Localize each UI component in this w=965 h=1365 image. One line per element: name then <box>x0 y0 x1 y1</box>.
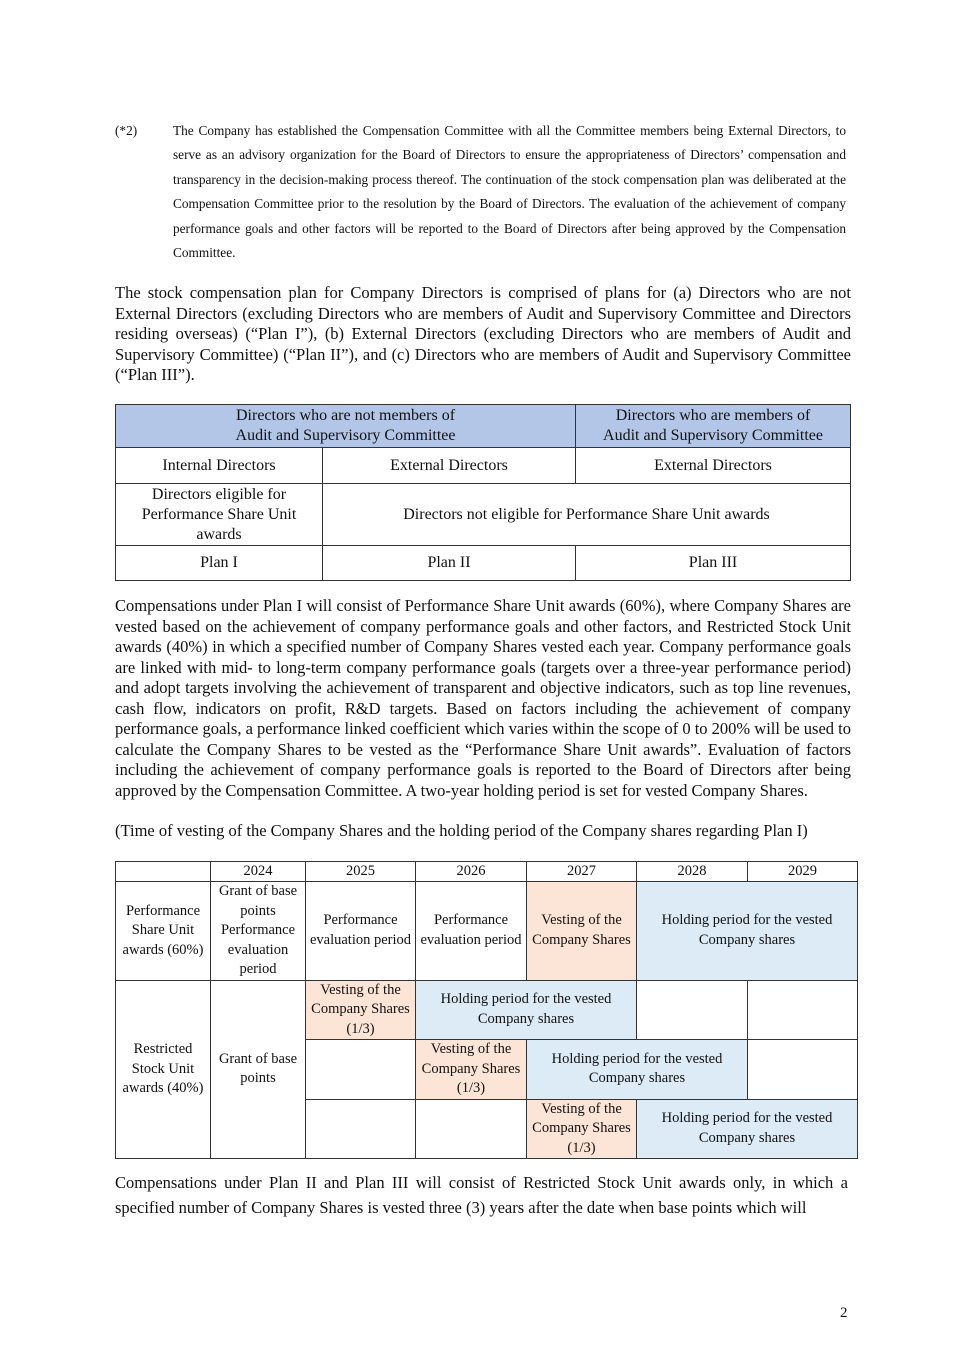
year-header-empty <box>116 862 211 882</box>
cell-internal-directors: Internal Directors <box>116 448 323 484</box>
psu-grant: Grant of base points Performance evaluation period <box>211 882 306 981</box>
plan1-description-paragraph: Compensations under Plan I will consist of Performance Share Unit awards (60%), where Company Shares are vested based on the achievement of company performance goals and other factors, and Restricted Stock Unit awards (40%) in which a specified number of Company Shares vested each year. Company performance goals are linked with mid- to long-term company performance goals (targets over a three-year performance period) and adopt targets involving the achievement of transparent and objective indicators, such as top line revenues, cash flow, indicators on profit, R&D targets. Based on factors including the achievement of company performance goals, a performance linked coefficient which varies within the scope of 0 to 200% will be used to calculate the Company Shares to be vested as the “Performance Share Unit awards”. Evaluation of factors including the achievement of company performance goals is reported to the Board of Directors after being approved by the Compensation Committee. A two-year holding period is set for vested Company Shares. <box>115 596 851 800</box>
year-header: 2028 <box>637 862 748 882</box>
plan-overview-paragraph: The stock compensation plan for Company Directors is comprised of plans for (a) Directors who are not External Directors (excluding Directors who are members of Audit and Supervisory Committee and Directors residing overseas) (“Plan I”), (b) External Directors (excluding Directors who are members of Audit and Supervisory Committee) (“Plan II”), and (c) Directors who are members of Audit and Supervisory Committee (“Plan III”). <box>115 283 851 384</box>
empty-cell <box>637 980 748 1040</box>
rsu-vest-3: Vesting of the Company Shares (1/3) <box>527 1099 637 1159</box>
rsu-grant: Grant of base points <box>211 980 306 1159</box>
psu-eval-2026: Performance evaluation period <box>416 882 527 981</box>
header-members-line2: Audit and Supervisory Committee <box>603 427 823 444</box>
page-number: 2 <box>840 1305 848 1321</box>
rsu-vest-2: Vesting of the Company Shares (1/3) <box>416 1040 527 1100</box>
psu-label: Performance Share Unit awards (60%) <box>116 882 211 981</box>
empty-cell <box>748 1040 858 1100</box>
psu-eval-2025: Performance evaluation period <box>306 882 416 981</box>
cell-plan2: Plan II <box>323 546 576 581</box>
empty-cell <box>416 1099 527 1159</box>
header-members-line1: Directors who are members of <box>615 407 811 424</box>
rsu-label: Restricted Stock Unit awards (40%) <box>116 980 211 1159</box>
cell-external-directors-2: External Directors <box>576 448 851 484</box>
cell-not-eligible: Directors not eligible for Performance Share Unit awards <box>323 484 851 546</box>
header-members <box>576 405 851 448</box>
cell-external-directors-1: External Directors <box>323 448 576 484</box>
psu-vesting: Vesting of the Company Shares <box>527 882 637 981</box>
vesting-table-caption: (Time of vesting of the Company Shares and the holding period of the Company shares regarding Plan I) <box>115 821 808 840</box>
year-header: 2024 <box>211 862 306 882</box>
rsu-vest-1: Vesting of the Company Shares (1/3) <box>306 980 416 1040</box>
year-header: 2027 <box>527 862 637 882</box>
cell-plan3: Plan III <box>576 546 851 581</box>
rsu-hold-3: Holding period for the vested Company shares <box>637 1099 858 1159</box>
vesting-schedule-table <box>115 861 858 1159</box>
psu-holding: Holding period for the vested Company shares <box>637 882 858 981</box>
footnote-2 <box>115 119 846 265</box>
rsu-hold-1: Holding period for the vested Company shares <box>416 980 637 1040</box>
empty-cell <box>748 980 858 1040</box>
year-header: 2025 <box>306 862 416 882</box>
cell-plan1: Plan I <box>116 546 323 581</box>
plan2-plan3-paragraph: Compensations under Plan II and Plan III will consist of Restricted Stock Unit awards only, in which a specified number of Company Shares is vested three (3) years after the date when base points which will <box>115 1173 848 1217</box>
header-not-members <box>116 405 576 448</box>
empty-cell <box>306 1099 416 1159</box>
year-header: 2029 <box>748 862 858 882</box>
footnote-label: (*2) <box>115 123 138 138</box>
header-not-members-line2: Audit and Supervisory Committee <box>235 427 456 444</box>
plan-classification-table <box>115 404 851 581</box>
year-header: 2026 <box>416 862 527 882</box>
rsu-hold-2: Holding period for the vested Company shares <box>527 1040 748 1100</box>
header-not-members-line1: Directors who are not members of <box>235 407 456 424</box>
footnote-text: The Company has established the Compensation Committee with all the Committee members being External Directors, to serve as an advisory organization for the Board of Directors to ensure the appropriateness of Directors’ compensation and transparency in the decision-making process thereof. The continuation of the stock compensation plan was deliberated at the Compensation Committee prior to the resolution by the Board of Directors. The evaluation of the achievement of company performance goals and other factors will be reported to the Board of Directors after being approved by the Compensation Committee. <box>173 123 846 261</box>
cell-eligible: Directors eligible for Performance Share Unit awards <box>116 484 323 546</box>
empty-cell <box>306 1040 416 1100</box>
